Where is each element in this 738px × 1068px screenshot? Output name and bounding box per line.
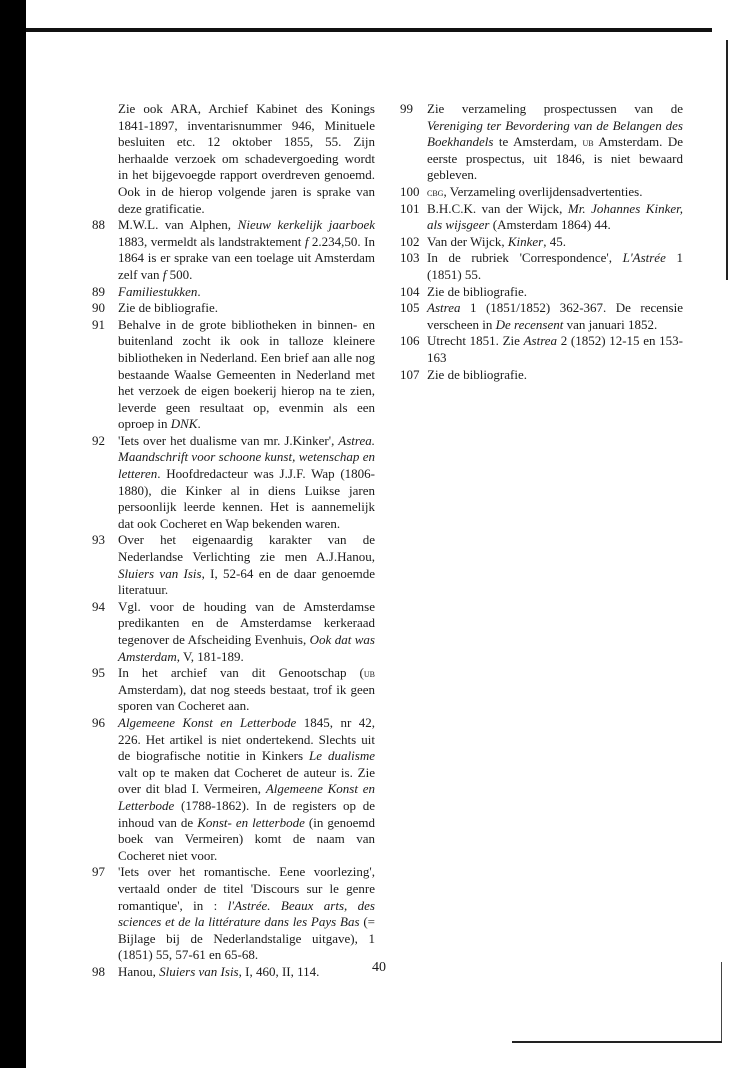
footnote-text: Astrea 1 (1851/1852) 362-367. De recensie verscheen in De recensent van januari 1852. bbox=[427, 300, 683, 332]
footnote-text: M.W.L. van Alphen, Nieuw kerkelijk jaarboek 1883, vermeldt als landstraktement f 2.234,50. In 1864 is er sprake van een toelage uit Amsterdam zelf van f 500. bbox=[118, 217, 375, 282]
footnote-95 bbox=[92, 665, 375, 715]
page-number: 40 bbox=[372, 960, 386, 975]
footnote-99 bbox=[400, 101, 683, 184]
footnote-98 bbox=[92, 964, 375, 981]
footnote-number: 103 bbox=[400, 250, 420, 266]
footnote-96 bbox=[92, 715, 375, 864]
footnote-text: Vgl. voor de houding van de Amsterdamse predikanten en de Amsterdamse kerkeraad tegenover de Afscheiding Evenhuis, Ook dat was Amsterdam, V, 181-189. bbox=[118, 598, 375, 664]
footnote-90 bbox=[92, 300, 375, 317]
footnote-text: cbg, Verzameling overlijdensadvertenties. bbox=[427, 183, 643, 199]
footnote-text: B.H.C.K. van der Wijck, Mr. Johannes Kinker, als wijsgeer (Amsterdam 1864) 44. bbox=[427, 200, 683, 233]
footnote-104 bbox=[400, 284, 683, 301]
footnote-92 bbox=[92, 433, 375, 533]
corner-mark-vertical bbox=[721, 962, 722, 1042]
footnote-100 bbox=[400, 184, 683, 201]
corner-mark-horizontal bbox=[512, 1041, 722, 1043]
footnote-text: Hanou, Sluiers van Isis, I, 460, II, 114. bbox=[118, 963, 320, 979]
footnote-103 bbox=[400, 250, 683, 283]
right-margin-rule bbox=[726, 40, 728, 280]
footnote-91 bbox=[92, 317, 375, 433]
footnote-number: 96 bbox=[92, 714, 105, 730]
footnote-number: 99 bbox=[400, 101, 413, 116]
footnote-text: Algemeene Konst en Letterbode 1845, nr 42, 226. Het artikel is niet ondertekend. Slechts uit de biografische notitie in Kinkers Le dualisme valt op te maken dat Cocheret de auteur is. Zie over dit blad I. Vermeiren, Algemeene Konst en Letterbode (1788-1862). In de registers op de inhoud van de Konst- en letterbode (in genoemd boek van Vermeiren) komt de naam van Cocheret niet voor. bbox=[118, 714, 376, 863]
footnote-107 bbox=[400, 367, 683, 384]
footnote-number: 88 bbox=[92, 217, 105, 233]
footnote-number: 89 bbox=[92, 283, 105, 299]
footnote-number: 95 bbox=[92, 665, 105, 681]
left-column bbox=[92, 101, 375, 980]
footnote-text: In het archief van dit Genootschap (ub Amsterdam), dat nog steeds bestaat, trof ik geen sporen van Cocheret aan. bbox=[118, 665, 375, 714]
footnote-intro: Zie ook ARA, Archief Kabinet des Konings 1841-1897, inventarisnummer 946, Minituele besluiten etc. 12 oktober 1855, 55. Zijn herhaalde verzoek om schadevergoeding wordt in het bijgevoegde rapport overdreven genoemd. Ook in de hierop volgende jaren is sprake van deze gratificatie. bbox=[118, 101, 375, 216]
scan-edge-band bbox=[0, 0, 26, 1068]
footnote-number: 92 bbox=[92, 432, 105, 448]
footnote-number: 94 bbox=[92, 598, 105, 614]
footnote-number: 105 bbox=[400, 300, 420, 316]
footnote-101 bbox=[400, 201, 683, 234]
footnote-text: Familiestukken. bbox=[118, 283, 201, 299]
footnote-88 bbox=[92, 217, 375, 283]
footnote-text: Zie de bibliografie. bbox=[118, 300, 218, 316]
footnote-number: 102 bbox=[400, 233, 420, 249]
footnote-number: 100 bbox=[400, 183, 420, 199]
top-rule bbox=[26, 28, 712, 32]
footnote-number: 90 bbox=[92, 300, 105, 316]
right-column bbox=[400, 101, 683, 383]
footnote-number: 106 bbox=[400, 333, 420, 349]
footnote-text: Zie de bibliografie. bbox=[427, 283, 527, 299]
footnote-94 bbox=[92, 599, 375, 665]
footnote-text: Over het eigenaardig karakter van de Nederlandse Verlichting zie men A.J.Hanou, Sluiers van Isis, I, 52-64 en de daar genoemde literatuur. bbox=[118, 532, 375, 598]
footnote-102 bbox=[400, 234, 683, 251]
footnote-97 bbox=[92, 864, 375, 964]
right-notes-list bbox=[400, 101, 683, 383]
footnote-number: 91 bbox=[92, 316, 105, 332]
footnote-text: Behalve in de grote bibliotheken in binnen- en buitenland zocht ik ook in talloze kleinere bibliotheken in Nederland. Een brief aan alle nog bestaande Waalse Gemeenten in Nederland met het verzoek de eigen boekerij hierop na te zien, leverde geen resultaat op, evenmin als een oproep in DNK. bbox=[118, 316, 375, 432]
footnote-text: Van der Wijck, Kinker, 45. bbox=[427, 233, 566, 249]
footnote-number: 101 bbox=[400, 200, 420, 216]
footnote-text: Zie verzameling prospectussen van de Vereniging ter Bevordering van de Belangen des Boekhandels te Amsterdam, ub Amsterdam. De eerste prospectus, uit 1846, is niet bewaard gebleven. bbox=[427, 101, 683, 183]
footnote-93 bbox=[92, 532, 375, 598]
footnote-number: 93 bbox=[92, 532, 105, 548]
footnote-text: Utrecht 1851. Zie Astrea 2 (1852) 12-15 en 153-163 bbox=[427, 333, 683, 365]
footnote-106 bbox=[400, 333, 683, 366]
footnote-text: 'Iets over het romantische. Eene voorlezing', vertaald onder de titel 'Discours sur le genre romantique', in : l'Astrée. Beaux arts, des sciences et de la littérature dans les Pays Bas (= Bijlage bij de Nederlandstalige uitgave), 1 (1851) 55, 57-61 en 65-68. bbox=[118, 864, 375, 963]
footnote-number: 107 bbox=[400, 366, 420, 382]
footnote-89 bbox=[92, 284, 375, 301]
footnote-text: In de rubriek 'Correspondence', L'Astrée 1 (1851) 55. bbox=[427, 250, 684, 282]
footnote-105 bbox=[400, 300, 683, 333]
footnote-number: 97 bbox=[92, 864, 105, 880]
left-notes-list bbox=[92, 217, 375, 980]
footnote-number: 98 bbox=[92, 963, 105, 979]
footnote-text: Zie de bibliografie. bbox=[427, 366, 527, 382]
footnote-text: 'Iets over het dualisme van mr. J.Kinker', Astrea. Maandschrift voor schoone kunst, wetenschap en letteren. Hoofdredacteur was J.J.F. Wap (1806-1880), die Kinker al in diens Luikse jaren persoonlijk leerde kennen. Het is aannemelijk dat ook Cocheret en Wap bekenden waren. bbox=[118, 432, 375, 531]
footnote-number: 104 bbox=[400, 283, 420, 299]
